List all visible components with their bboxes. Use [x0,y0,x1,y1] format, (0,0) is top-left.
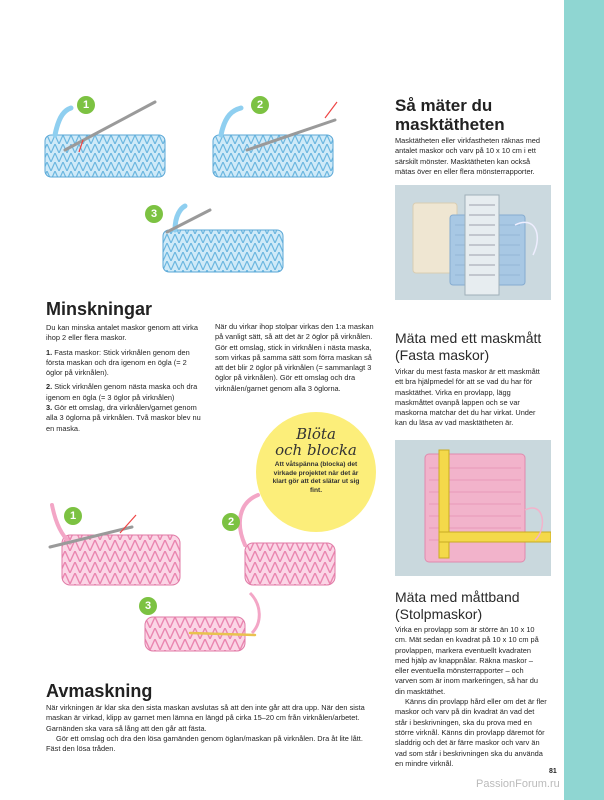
badge-title: Blöta och blocka [275,425,357,459]
section-heading-avmaskning: Avmaskning [46,681,153,701]
minskningar-step-3: 3. Gör ett omslag, dra virknålen/garnet genom alla 3 öglorna på virknålen. Två maskor blev nu en maska. [46,403,201,433]
maskmatt-text: Virkar du mest fasta maskor är ett maskmått ett bra hjälpmedel för att se vad du har för masktäthet. Virka en provlapp, lägg maskmåttet ovanpå lappen och se var maskorna matchar det du har virkat. Under kan du läsa av vad masktätheten är. [395,367,540,428]
step-number-badge: 1 [77,96,95,114]
maskmatt-body [395,367,545,433]
avmaskning-paragraph-1: När virkningen är klar ska den sista maskan avslutas så att den inte går att dra upp. När den sista maskan är virkad, klipp av garnet men lämna en längd på cirka 15–20 cm från virknålen/arbetet. Garnänden ska vara så lång att den går att fästa. [46,703,365,733]
subheading-mattband: Mäta med måttband (Stolpmaskor) [395,589,520,622]
bind-off-diagram-pink [40,485,370,670]
minskningar-step-2: 2. Stick virknålen genom nästa maska och dra igenom en ögla (= 3 öglor på virknålen) [46,382,198,402]
photo-gauge-measure [395,185,551,300]
step-number-badge: 3 [145,205,163,223]
mattband-paragraph-1: Virka en provlapp som är större än 10 x 10 cm. Mät sedan en kvadrat på 10 x 10 cm på provlappen, markera eventuellt kvadraten med hjälp av knappnålar. Räkna maskor – eller eventuella mönsterrapporter – och varven som är inom markeringen, så har du din masktäthet. [395,625,539,696]
mattband-body [395,625,547,773]
watermark: PassionForum.ru [476,778,560,790]
photo-tape-illustration [395,440,551,576]
avmaskning-body [46,703,373,758]
photo-gauge-illustration [395,185,551,300]
matheten-body [395,136,543,181]
step-number-badge: 3 [139,597,157,615]
minskningar-stolpar-text: När du virkar ihop stolpar virkas den 1:a maskan på vanligt sätt, så att det är 2 öglor på virknålen. Gör ett omslag, stick in virknålen i nästa maska, som virkas på samma sätt som förra maskan så att det blir 2 öglor på virknålen (= sammanlagt 3 öglor på virknålen). Gör ett omslag och dra virknålen/garnet genom alla 3 öglorna. [215,322,374,393]
page-number: 81 [549,768,557,775]
section-heading-matheten: Så mäter du masktätheten [395,96,505,134]
step-number-badge: 1 [64,507,82,525]
minskningar-intro: Du kan minska antalet maskor genom att virka ihop 2 eller flera maskor. [46,323,198,343]
section-heading-minskningar: Minskningar [46,299,153,319]
step-number-badge: 2 [251,96,269,114]
avmaskning-paragraph-2: Gör ett omslag och dra den lösa garnänden genom öglan/maskan på virknålen. Dra åt lite lått. Fäst den lösa tråden. [46,733,363,754]
side-color-strip [564,0,604,800]
mattband-paragraph-2: Känns din provlapp hård eller om det är fler maskor och varv på din kvadrat än vad det står i beskrivningen, ska du prova med en större virknål. Känns din provlapp däremot för sladdrig och det är färre maskor och varv än vad som står i beskrivningen ska du använda en mindre virknål. [395,697,547,768]
decrease-diagram-blue [35,90,365,290]
badge-text: Att våtspänna (blocka) det virkade projektet när det är klart gör att det slätar ut sig fint. [272,461,360,494]
step-number-badge: 2 [222,513,240,531]
minskningar-column-2 [215,322,375,398]
photo-tape-measure [395,440,551,576]
minskningar-column-1 [46,323,203,438]
matheten-text: Masktätheten eller virkfastheten räknas med antalet maskor och varv på 10 x 10 cm i ett särskilt mönster. Masktätheten kan också mätas över en eller flera mönsterrapporter. [395,136,541,176]
subheading-maskmatt: Mäta med ett maskmått (Fasta maskor) [395,330,542,363]
minskningar-step-1: 1. Fasta maskor: Stick virknålen genom den första maskan och dra igenom en ögla (= 2 öglor på virknålen). [46,347,190,378]
